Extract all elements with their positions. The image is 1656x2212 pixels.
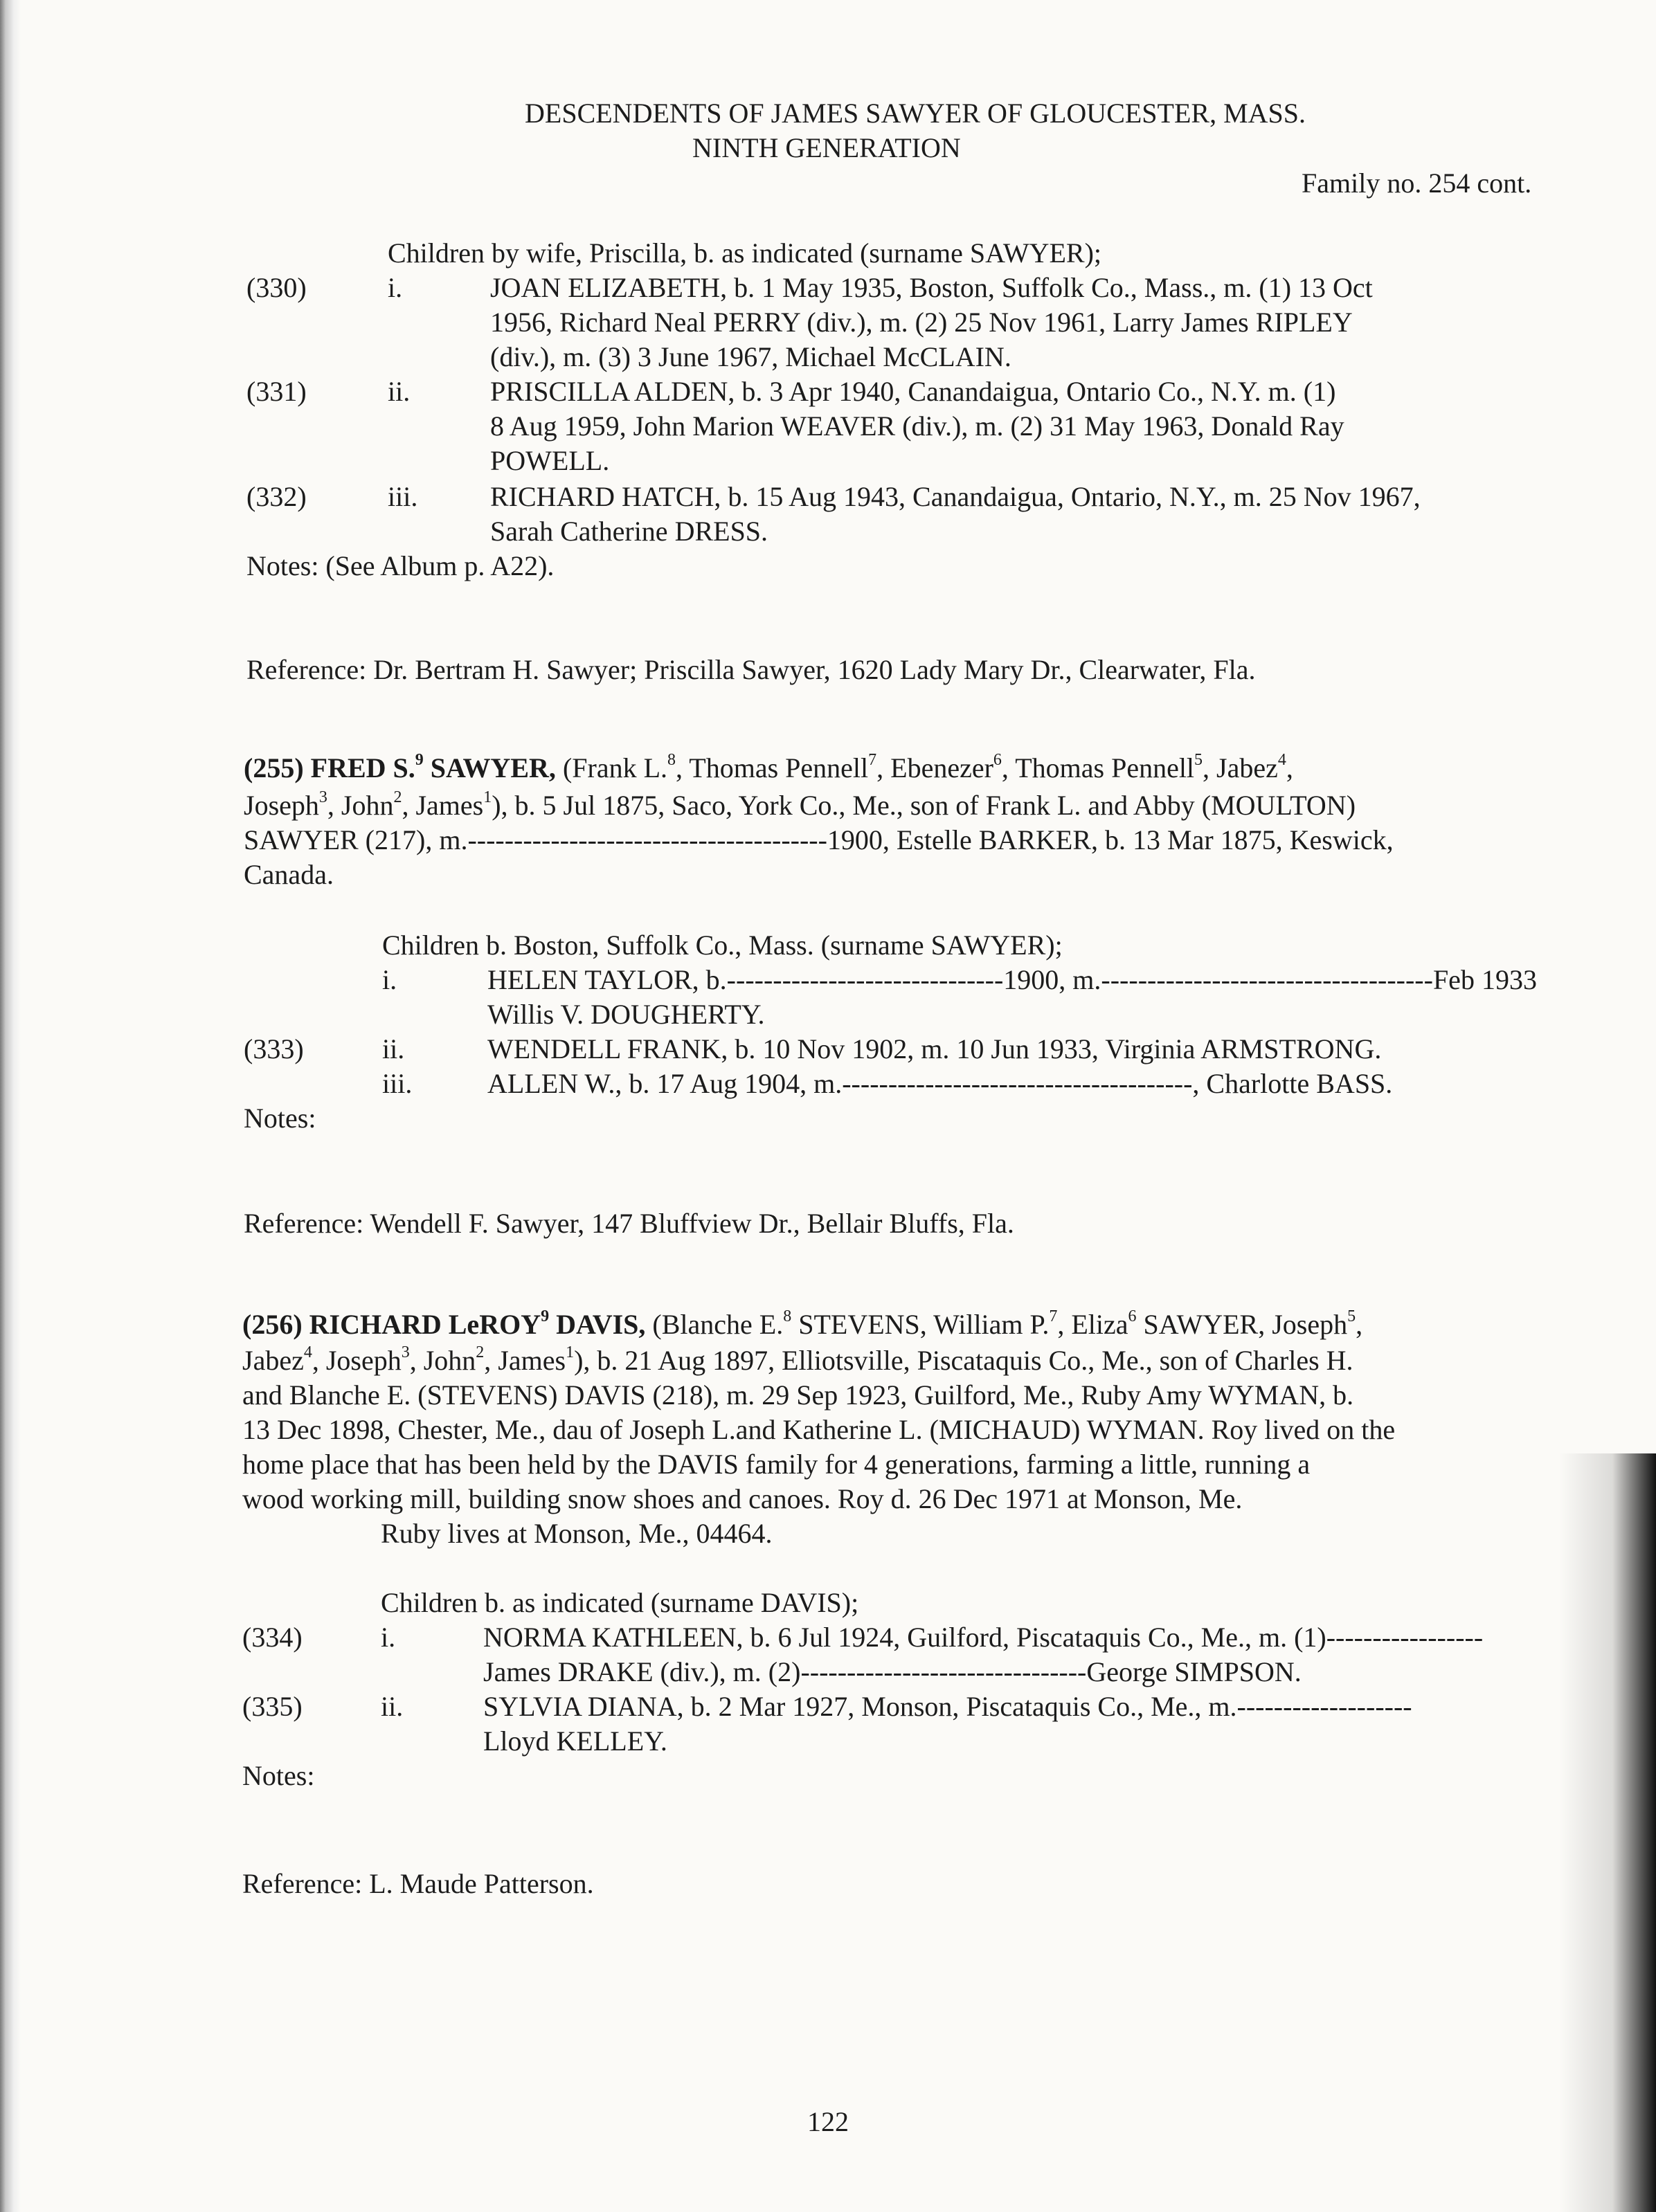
child-line: Willis V. DOUGHERTY. <box>487 999 765 1030</box>
head-surname: SAWYER, <box>430 752 556 783</box>
document-title: DESCENDENTS OF JAMES SAWYER OF GLOUCESTER, MASS. <box>525 98 1306 129</box>
child-ordinal: i. <box>382 964 397 995</box>
body-line: Canada. <box>244 859 334 890</box>
children-intro: Children b. Boston, Suffolk Co., Mass. (surname SAWYER); <box>382 930 1063 961</box>
child-line: James DRAKE (div.), m. (2)-------------------------------George SIMPSON. <box>483 1656 1302 1687</box>
children-intro: Children by wife, Priscilla, b. as indicated (surname SAWYER); <box>388 237 1102 269</box>
generation-sup: 9 <box>541 1307 550 1325</box>
child-line: Lloyd KELLEY. <box>483 1725 667 1757</box>
body-line: and Blanche E. (STEVENS) DAVIS (218), m. 29 Sep 1923, Guilford, Me., Ruby Amy WYMAN, b. <box>242 1379 1354 1411</box>
child-line: ALLEN W., b. 17 Aug 1904, m.--------------------------------------, Charlotte BASS. <box>487 1068 1393 1099</box>
child-number: (335) <box>242 1691 303 1722</box>
family-heading <box>244 751 1293 783</box>
head-name: RICHARD LeROY <box>309 1309 541 1340</box>
child-line: RICHARD HATCH, b. 15 Aug 1943, Canandaigua, Ontario, N.Y., m. 25 Nov 1967, <box>490 481 1421 512</box>
scan-edge-left <box>0 0 21 2212</box>
family-number: (256) <box>242 1309 303 1340</box>
child-line: JOAN ELIZABETH, b. 1 May 1935, Boston, Suffolk Co., Mass., m. (1) 13 Oct <box>490 272 1373 303</box>
child-ordinal: i. <box>388 272 403 303</box>
child-line: 1956, Richard Neal PERRY (div.), m. (2) 25 Nov 1961, Larry James RIPLEY <box>490 307 1353 338</box>
child-ordinal: iii. <box>388 481 418 512</box>
ancestry-line: Jabez$^4$, Joseph$^3$, John$^2$, James$^1$), b. 21 Aug 1897, Elliotsville, Piscataquis Co., Me., son of Charles H. <box>242 1343 1353 1376</box>
body-line: Ruby lives at Monson, Me., 04464. <box>381 1518 773 1549</box>
page-number: 122 <box>807 2106 849 2137</box>
family-number: (255) <box>244 752 304 783</box>
generation-heading: NINTH GENERATION <box>692 132 961 163</box>
child-line: PRISCILLA ALDEN, b. 3 Apr 1940, Canandaigua, Ontario Co., N.Y. m. (1) <box>490 376 1336 407</box>
head-surname: DAVIS, <box>556 1309 646 1340</box>
child-line: (div.), m. (3) 3 June 1967, Michael McCLAIN. <box>490 341 1011 372</box>
notes: Notes: <box>242 1760 315 1791</box>
head-name: FRED S. <box>310 752 415 783</box>
notes: Notes: (See Album p. A22). <box>246 550 555 581</box>
child-ordinal: iii. <box>382 1068 413 1099</box>
child-ordinal: i. <box>381 1622 396 1653</box>
children-intro: Children b. as indicated (surname DAVIS); <box>381 1587 859 1618</box>
ancestry-line: Joseph$^3$, John$^2$, James$^1$), b. 5 Jul 1875, Saco, York Co., Me., son of Frank L. and Abby (MOULTON) <box>244 788 1356 821</box>
reference: Reference: Wendell F. Sawyer, 147 Bluffview Dr., Bellair Bluffs, Fla. <box>244 1208 1014 1239</box>
child-line: Sarah Catherine DRESS. <box>490 516 768 547</box>
child-number: (330) <box>246 272 307 303</box>
body-line: 13 Dec 1898, Chester, Me., dau of Joseph L.and Katherine L. (MICHAUD) WYMAN. Roy lived on the <box>242 1414 1396 1445</box>
child-number: (333) <box>244 1033 304 1064</box>
notes: Notes: <box>244 1103 316 1134</box>
child-line: SYLVIA DIANA, b. 2 Mar 1927, Monson, Piscataquis Co., Me., m.------------------- <box>483 1691 1412 1722</box>
body-line: home place that has been held by the DAVIS family for 4 generations, farming a little, running a <box>242 1449 1311 1480</box>
reference: Reference: Dr. Bertram H. Sawyer; Priscilla Sawyer, 1620 Lady Mary Dr., Clearwater, Fla. <box>246 654 1256 685</box>
child-line: HELEN TAYLOR, b.------------------------------1900, m.------------------------------------Feb 1933 <box>487 964 1537 995</box>
child-number: (332) <box>246 481 307 512</box>
reference: Reference: L. Maude Patterson. <box>242 1868 594 1899</box>
child-line: POWELL. <box>490 445 610 476</box>
child-ordinal: ii. <box>381 1691 404 1722</box>
family-reference: Family no. 254 cont. <box>1302 167 1532 199</box>
child-line: 8 Aug 1959, John Marion WEAVER (div.), m. (2) 31 May 1963, Donald Ray <box>490 410 1344 442</box>
family-heading <box>242 1307 1363 1340</box>
ancestry-line: (Blanche E.$^8$ STEVENS, William P.$^7$, Eliza$^6$ SAWYER, Joseph$^5$, <box>652 1307 1363 1340</box>
child-line: NORMA KATHLEEN, b. 6 Jul 1924, Guilford, Piscataquis Co., Me., m. (1)----------------- <box>483 1622 1484 1653</box>
child-line: WENDELL FRANK, b. 10 Nov 1902, m. 10 Jun 1933, Virginia ARMSTRONG. <box>487 1033 1382 1064</box>
child-ordinal: ii. <box>382 1033 405 1064</box>
child-number: (334) <box>242 1622 303 1653</box>
body-line: wood working mill, building snow shoes and canoes. Roy d. 26 Dec 1971 at Monson, Me. <box>242 1483 1243 1514</box>
child-number: (331) <box>246 376 307 407</box>
scan-edge-right <box>1559 1453 1656 2212</box>
generation-sup: 9 <box>415 751 424 769</box>
body-line: SAWYER (217), m.---------------------------------------1900, Estelle BARKER, b. 13 Mar 1875, Keswick, <box>244 824 1394 855</box>
child-ordinal: ii. <box>388 376 411 407</box>
ancestry-line: (Frank L.$^8$, Thomas Pennell$^7$, Ebenezer$^6$, Thomas Pennell$^5$, Jabez$^4$, <box>562 751 1293 783</box>
